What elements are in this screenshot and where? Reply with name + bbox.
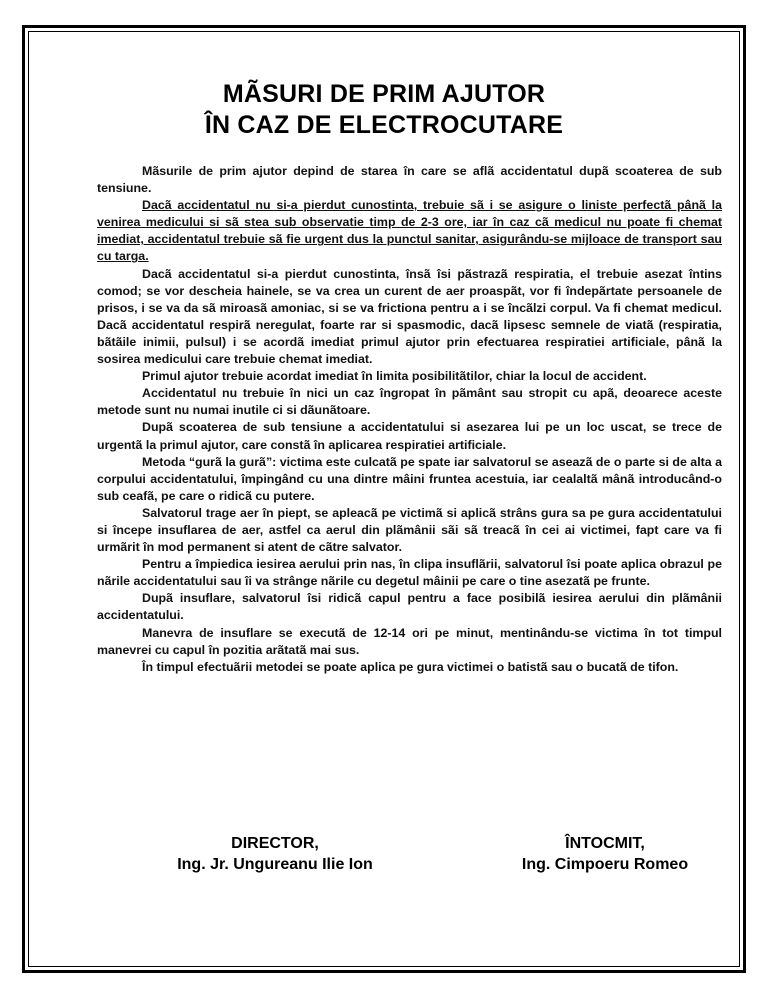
paragraph-insufflation: Salvatorul trage aer în piept, se apleacã pe victimã si aplicã strâns gura sa pe gura accidentatului si începe insuflarea de aer, astfel ca aerul din plãmânii sãi sã treacã în cei ai victimei, fapt care va fi urmãrit în mod permanent si atent de cãtre salvator. [97, 505, 722, 555]
paragraph-unconscious-victim: Dacã accidentatul si-a pierdut cunostinta, însã îsi pãstrazã respiratia, el trebuie asezat întins comod; se vor descheia hainele, se va crea un curent de aer proaspãt, vor fi îndepãrtate persoanele de prisos, i se va da sã miroasã amoniac, si se va frictiona pentru a i se încãlzi corpul. Va fi chemat medicul. Dacã accidentatul respirã neregulat, foarte rar si spasmodic, dacã lipsesc semnele de viatã (respiratia, bãtãile inimii, pulsul) i se acordã imediat primul ajutor prin efectuarea respiratiei artificiale, pânã la sosirea medicului care trebuie chemat imediat. [97, 266, 722, 367]
paragraph-conscious-victim: Dacã accidentatul nu si-a pierdut cunostinta, trebuie sã i se asigure o liniste perfectã pânã la venirea medicului si sã stea sub observatie timp de 2-3 ore, iar în caz cã medicul nu poate fi chemat imediat, accidentatul trebuie sã fie urgent dus la punctul sanitar, asigurându-se mijloace de transport sau cu targa. [97, 198, 722, 264]
signature-role-author: ÎNTOCMIT, [565, 835, 645, 852]
document-body [97, 163, 722, 676]
signature-name-author: Ing. Cimpoeru Romeo [521, 856, 689, 873]
paragraph-nose-blocking: Pentru a împiedica iesirea aerului prin nas, în clipa insuflãrii, salvatorul îsi poate aplica obrazul pe nãrile accidentatului sau îi va strânge nãrile cu degetul mâinii pe care o tine asezatã pe frunte. [97, 557, 722, 589]
paragraph-handkerchief: În timpul efectuãrii metodei se poate aplica pe gura victimei o batistã sau o bucatã de tifon. [142, 659, 679, 674]
paragraph-prohibited-methods: Accidentatul nu trebuie în nici un caz îngropat în pãmânt sau stropit cu apã, deoarece aceste metode sunt nu numai inutile ci si dãunãtoare. [97, 386, 722, 418]
document-title-line-2: ÎN CAZ DE ELECTROCUTARE [204, 111, 564, 139]
paragraph-immediate-aid: Primul ajutor trebuie acordat imediat în limita posibilitãtilor, chiar la locul de accident. [142, 369, 647, 384]
signature-block-author [485, 833, 725, 875]
paragraph-exhalation: Dupã insuflare, salvatorul îsi ridicã capul pentru a face posibilã iesirea aerului din plãmânii accidentatului. [97, 591, 722, 623]
document-title-line-1: MÃSURI DE PRIM AJUTOR [222, 80, 546, 108]
paragraph-rate: Manevra de insuflare se executã de 12-14 ori pe minut, mentinându-se victima în tot timpul manevrei cu capul în pozitia arãtatã mai sus. [97, 625, 722, 657]
paragraph-intro: Mãsurile de prim ajutor depind de starea în care se aflã accidentatul dupã scoaterea de sub tensiune. [97, 164, 722, 196]
paragraph-artificial-respiration: Dupã scoaterea de sub tensiune a accidentatului si asezarea lui pe un loc uscat, se trece de urgentã la primul ajutor, care constã în aplicarea respiratiei artificiale. [97, 420, 722, 452]
signature-block-director [150, 833, 400, 875]
paragraph-mouth-to-mouth: Metoda “gurã la gurã”: victima este culcatã pe spate iar salvatorul se aseazã de o parte si de alta a corpului accidentatului, împingând cu una dintre mâini fruntea acestuia, iar cealaltã mânã introducând-o sub ceafã, pe care o ridicã cu putere. [97, 454, 722, 503]
signature-role-director: DIRECTOR, [231, 835, 319, 852]
signature-name-director: Ing. Jr. Ungureanu Ilie Ion [177, 856, 373, 873]
